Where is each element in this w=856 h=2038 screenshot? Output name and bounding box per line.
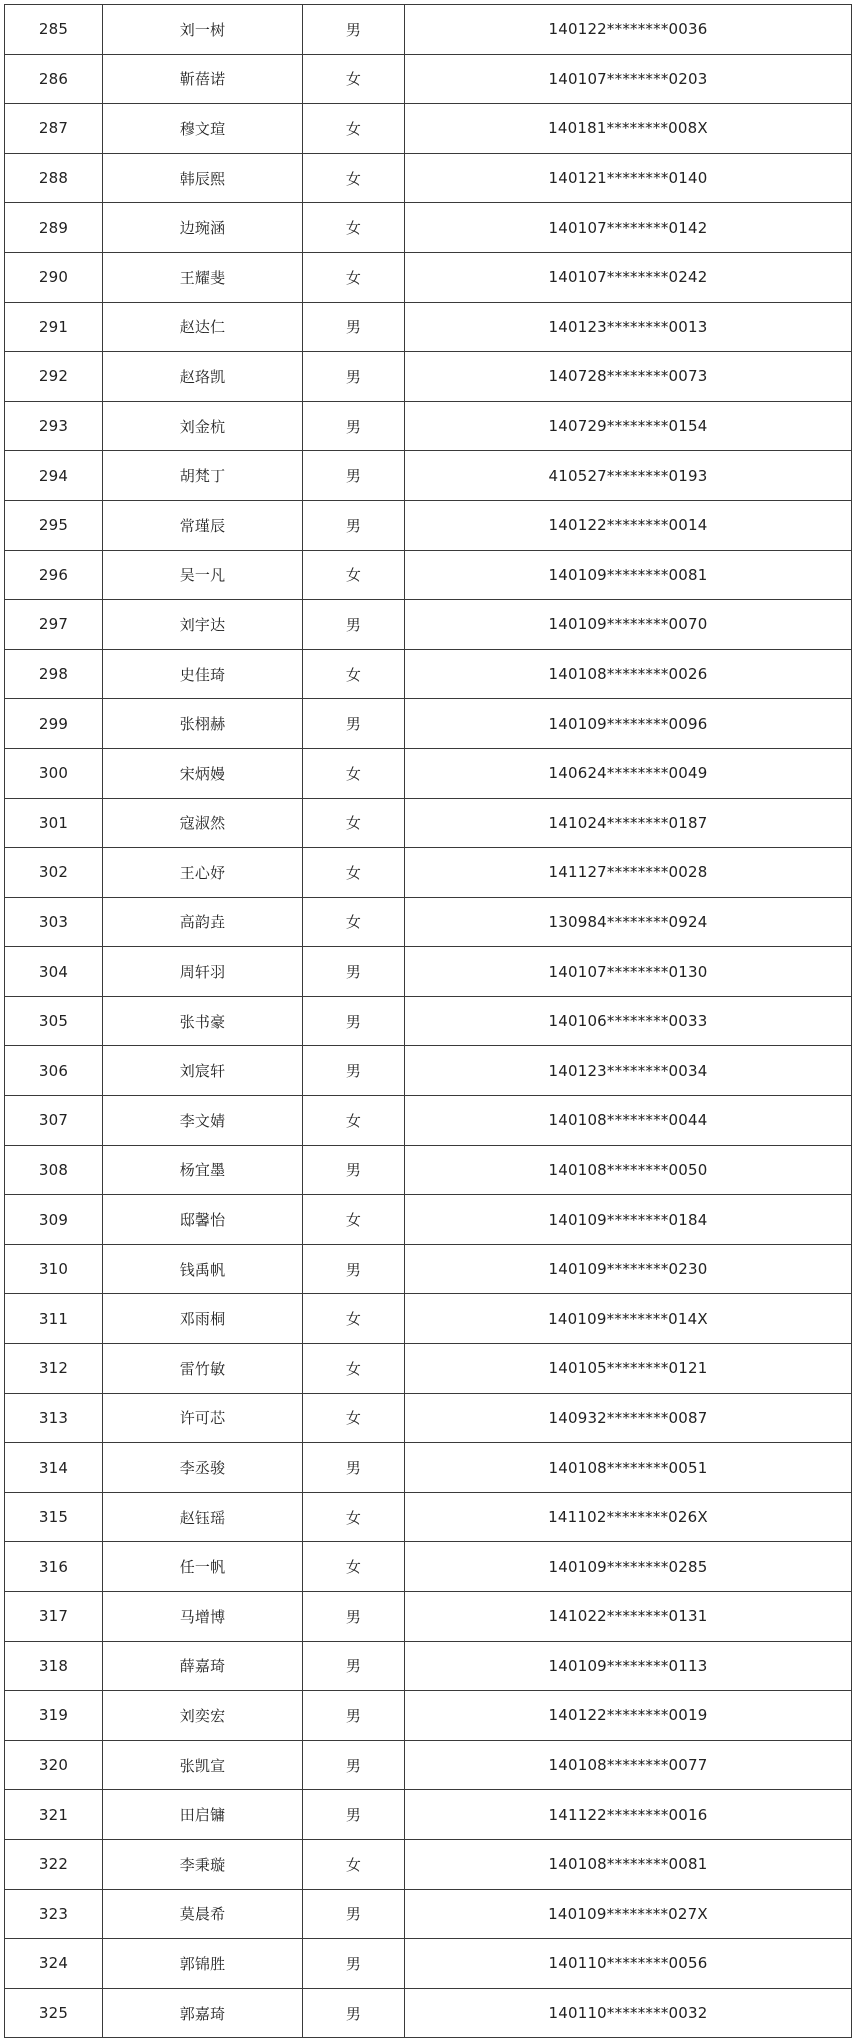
- gender-cell: 男: [303, 451, 405, 501]
- gender-cell: 男: [303, 996, 405, 1046]
- roster-table: [4, 4, 852, 2038]
- row-number-cell: 288: [5, 153, 103, 203]
- student-name-cell: 田启镛: [103, 1790, 303, 1840]
- row-number-cell: 289: [5, 203, 103, 253]
- gender-cell: 男: [303, 352, 405, 402]
- row-number-cell: 320: [5, 1740, 103, 1790]
- gender-cell: 男: [303, 1244, 405, 1294]
- student-name-cell: 常瑾辰: [103, 500, 303, 550]
- gender-cell: 女: [303, 550, 405, 600]
- table-row: [5, 401, 852, 451]
- row-number-cell: 303: [5, 897, 103, 947]
- table-row: [5, 649, 852, 699]
- table-row: [5, 153, 852, 203]
- row-number-cell: 296: [5, 550, 103, 600]
- student-name-cell: 张凯宣: [103, 1740, 303, 1790]
- table-row: [5, 1790, 852, 1840]
- table-row: [5, 996, 852, 1046]
- student-name-cell: 史佳琦: [103, 649, 303, 699]
- row-number-cell: 310: [5, 1244, 103, 1294]
- gender-cell: 男: [303, 1046, 405, 1096]
- table-row: [5, 451, 852, 501]
- id-number-cell: 141102********026X: [405, 1492, 852, 1542]
- row-number-cell: 307: [5, 1096, 103, 1146]
- table-row: [5, 1740, 852, 1790]
- student-name-cell: 任一帆: [103, 1542, 303, 1592]
- student-name-cell: 郭锦胜: [103, 1939, 303, 1989]
- table-row: [5, 1691, 852, 1741]
- table-row: [5, 203, 852, 253]
- row-number-cell: 306: [5, 1046, 103, 1096]
- gender-cell: 男: [303, 600, 405, 650]
- id-number-cell: 140181********008X: [405, 104, 852, 154]
- row-number-cell: 318: [5, 1641, 103, 1691]
- table-row: [5, 1046, 852, 1096]
- student-name-cell: 刘宇达: [103, 600, 303, 650]
- student-name-cell: 寇淑然: [103, 798, 303, 848]
- gender-cell: 女: [303, 1492, 405, 1542]
- gender-cell: 女: [303, 1839, 405, 1889]
- table-row: [5, 1294, 852, 1344]
- row-number-cell: 309: [5, 1195, 103, 1245]
- gender-cell: 女: [303, 1195, 405, 1245]
- student-name-cell: 刘一树: [103, 5, 303, 55]
- row-number-cell: 315: [5, 1492, 103, 1542]
- table-row: [5, 1988, 852, 2038]
- row-number-cell: 319: [5, 1691, 103, 1741]
- gender-cell: 女: [303, 104, 405, 154]
- row-number-cell: 294: [5, 451, 103, 501]
- gender-cell: 女: [303, 1393, 405, 1443]
- id-number-cell: 140109********0184: [405, 1195, 852, 1245]
- id-number-cell: 140110********0056: [405, 1939, 852, 1989]
- table-row: [5, 1542, 852, 1592]
- student-name-cell: 李秉璇: [103, 1839, 303, 1889]
- gender-cell: 女: [303, 1344, 405, 1394]
- id-number-cell: 140624********0049: [405, 748, 852, 798]
- table-row: [5, 104, 852, 154]
- gender-cell: 男: [303, 1790, 405, 1840]
- id-number-cell: 140107********0242: [405, 252, 852, 302]
- id-number-cell: 140110********0032: [405, 1988, 852, 2038]
- id-number-cell: 140109********014X: [405, 1294, 852, 1344]
- id-number-cell: 140109********0096: [405, 699, 852, 749]
- table-row: [5, 1889, 852, 1939]
- row-number-cell: 313: [5, 1393, 103, 1443]
- id-number-cell: 140105********0121: [405, 1344, 852, 1394]
- row-number-cell: 293: [5, 401, 103, 451]
- gender-cell: 男: [303, 1592, 405, 1642]
- student-name-cell: 赵钰瑶: [103, 1492, 303, 1542]
- row-number-cell: 312: [5, 1344, 103, 1394]
- student-name-cell: 杨宜墨: [103, 1145, 303, 1195]
- table-row: [5, 1244, 852, 1294]
- row-number-cell: 304: [5, 947, 103, 997]
- id-number-cell: 140122********0036: [405, 5, 852, 55]
- row-number-cell: 322: [5, 1839, 103, 1889]
- gender-cell: 女: [303, 153, 405, 203]
- row-number-cell: 298: [5, 649, 103, 699]
- student-name-cell: 邓雨桐: [103, 1294, 303, 1344]
- student-name-cell: 刘金杭: [103, 401, 303, 451]
- id-number-cell: 140728********0073: [405, 352, 852, 402]
- id-number-cell: 140123********0013: [405, 302, 852, 352]
- id-number-cell: 140108********0050: [405, 1145, 852, 1195]
- table-row: [5, 1839, 852, 1889]
- gender-cell: 男: [303, 1740, 405, 1790]
- row-number-cell: 305: [5, 996, 103, 1046]
- table-row: [5, 1492, 852, 1542]
- row-number-cell: 316: [5, 1542, 103, 1592]
- row-number-cell: 300: [5, 748, 103, 798]
- table-row: [5, 748, 852, 798]
- table-row: [5, 252, 852, 302]
- student-name-cell: 穆文瑄: [103, 104, 303, 154]
- student-name-cell: 吴一凡: [103, 550, 303, 600]
- gender-cell: 女: [303, 848, 405, 898]
- id-number-cell: 140122********0014: [405, 500, 852, 550]
- row-number-cell: 317: [5, 1592, 103, 1642]
- table-row: [5, 1096, 852, 1146]
- row-number-cell: 290: [5, 252, 103, 302]
- id-number-cell: 140123********0034: [405, 1046, 852, 1096]
- id-number-cell: 140109********0230: [405, 1244, 852, 1294]
- student-name-cell: 郭嘉琦: [103, 1988, 303, 2038]
- id-number-cell: 141127********0028: [405, 848, 852, 898]
- id-number-cell: 140108********0026: [405, 649, 852, 699]
- table-row: [5, 54, 852, 104]
- gender-cell: 女: [303, 54, 405, 104]
- id-number-cell: 140107********0130: [405, 947, 852, 997]
- id-number-cell: 140106********0033: [405, 996, 852, 1046]
- student-name-cell: 赵达仁: [103, 302, 303, 352]
- row-number-cell: 295: [5, 500, 103, 550]
- row-number-cell: 302: [5, 848, 103, 898]
- student-name-cell: 马增博: [103, 1592, 303, 1642]
- row-number-cell: 308: [5, 1145, 103, 1195]
- table-row: [5, 1145, 852, 1195]
- id-number-cell: 140109********0285: [405, 1542, 852, 1592]
- student-name-cell: 薛嘉琦: [103, 1641, 303, 1691]
- gender-cell: 男: [303, 401, 405, 451]
- row-number-cell: 311: [5, 1294, 103, 1344]
- table-row: [5, 1195, 852, 1245]
- table-row: [5, 897, 852, 947]
- table-row: [5, 550, 852, 600]
- row-number-cell: 323: [5, 1889, 103, 1939]
- table-row: [5, 352, 852, 402]
- gender-cell: 女: [303, 203, 405, 253]
- gender-cell: 男: [303, 1443, 405, 1493]
- table-row: [5, 1393, 852, 1443]
- gender-cell: 男: [303, 699, 405, 749]
- student-name-cell: 李丞骏: [103, 1443, 303, 1493]
- id-number-cell: 140109********0113: [405, 1641, 852, 1691]
- student-name-cell: 李文婧: [103, 1096, 303, 1146]
- table-row: [5, 798, 852, 848]
- student-name-cell: 靳蓓诺: [103, 54, 303, 104]
- id-number-cell: 140729********0154: [405, 401, 852, 451]
- student-name-cell: 莫晨希: [103, 1889, 303, 1939]
- id-number-cell: 130984********0924: [405, 897, 852, 947]
- gender-cell: 男: [303, 5, 405, 55]
- table-row: [5, 5, 852, 55]
- student-name-cell: 周轩羽: [103, 947, 303, 997]
- student-name-cell: 张栩赫: [103, 699, 303, 749]
- row-number-cell: 287: [5, 104, 103, 154]
- gender-cell: 女: [303, 1294, 405, 1344]
- gender-cell: 女: [303, 1096, 405, 1146]
- gender-cell: 男: [303, 302, 405, 352]
- table-row: [5, 600, 852, 650]
- row-number-cell: 286: [5, 54, 103, 104]
- student-name-cell: 胡梵丁: [103, 451, 303, 501]
- table-row: [5, 848, 852, 898]
- table-row: [5, 1592, 852, 1642]
- gender-cell: 男: [303, 1889, 405, 1939]
- id-number-cell: 140109********0081: [405, 550, 852, 600]
- id-number-cell: 141122********0016: [405, 1790, 852, 1840]
- student-name-cell: 宋炳嫚: [103, 748, 303, 798]
- student-name-cell: 赵珞凯: [103, 352, 303, 402]
- row-number-cell: 299: [5, 699, 103, 749]
- student-name-cell: 高韵垚: [103, 897, 303, 947]
- student-name-cell: 王心妤: [103, 848, 303, 898]
- id-number-cell: 140108********0077: [405, 1740, 852, 1790]
- row-number-cell: 325: [5, 1988, 103, 2038]
- id-number-cell: 140121********0140: [405, 153, 852, 203]
- gender-cell: 男: [303, 1939, 405, 1989]
- student-name-cell: 韩辰熙: [103, 153, 303, 203]
- row-number-cell: 314: [5, 1443, 103, 1493]
- row-number-cell: 324: [5, 1939, 103, 1989]
- id-number-cell: 410527********0193: [405, 451, 852, 501]
- gender-cell: 男: [303, 947, 405, 997]
- student-name-cell: 许可芯: [103, 1393, 303, 1443]
- student-name-cell: 王耀斐: [103, 252, 303, 302]
- gender-cell: 女: [303, 798, 405, 848]
- row-number-cell: 291: [5, 302, 103, 352]
- table-row: [5, 302, 852, 352]
- row-number-cell: 301: [5, 798, 103, 848]
- table-row: [5, 699, 852, 749]
- row-number-cell: 285: [5, 5, 103, 55]
- id-number-cell: 140122********0019: [405, 1691, 852, 1741]
- row-number-cell: 297: [5, 600, 103, 650]
- gender-cell: 女: [303, 748, 405, 798]
- student-name-cell: 邸馨怡: [103, 1195, 303, 1245]
- gender-cell: 女: [303, 649, 405, 699]
- id-number-cell: 141022********0131: [405, 1592, 852, 1642]
- student-name-cell: 钱禹帆: [103, 1244, 303, 1294]
- gender-cell: 女: [303, 252, 405, 302]
- student-name-cell: 边琬涵: [103, 203, 303, 253]
- id-number-cell: 140932********0087: [405, 1393, 852, 1443]
- id-number-cell: 140107********0203: [405, 54, 852, 104]
- row-number-cell: 321: [5, 1790, 103, 1840]
- id-number-cell: 140107********0142: [405, 203, 852, 253]
- student-name-cell: 张书豪: [103, 996, 303, 1046]
- gender-cell: 女: [303, 897, 405, 947]
- gender-cell: 男: [303, 1691, 405, 1741]
- id-number-cell: 140108********0081: [405, 1839, 852, 1889]
- gender-cell: 男: [303, 1641, 405, 1691]
- student-name-cell: 雷竹敏: [103, 1344, 303, 1394]
- table-row: [5, 1641, 852, 1691]
- gender-cell: 男: [303, 500, 405, 550]
- row-number-cell: 292: [5, 352, 103, 402]
- student-name-cell: 刘奕宏: [103, 1691, 303, 1741]
- gender-cell: 男: [303, 1988, 405, 2038]
- roster-table-body: [5, 5, 852, 2038]
- id-number-cell: 140109********0070: [405, 600, 852, 650]
- table-row: [5, 1344, 852, 1394]
- id-number-cell: 140108********0051: [405, 1443, 852, 1493]
- table-row: [5, 1443, 852, 1493]
- id-number-cell: 140108********0044: [405, 1096, 852, 1146]
- table-row: [5, 500, 852, 550]
- table-row: [5, 947, 852, 997]
- table-row: [5, 1939, 852, 1989]
- id-number-cell: 140109********027X: [405, 1889, 852, 1939]
- student-name-cell: 刘宸轩: [103, 1046, 303, 1096]
- gender-cell: 男: [303, 1145, 405, 1195]
- gender-cell: 女: [303, 1542, 405, 1592]
- id-number-cell: 141024********0187: [405, 798, 852, 848]
